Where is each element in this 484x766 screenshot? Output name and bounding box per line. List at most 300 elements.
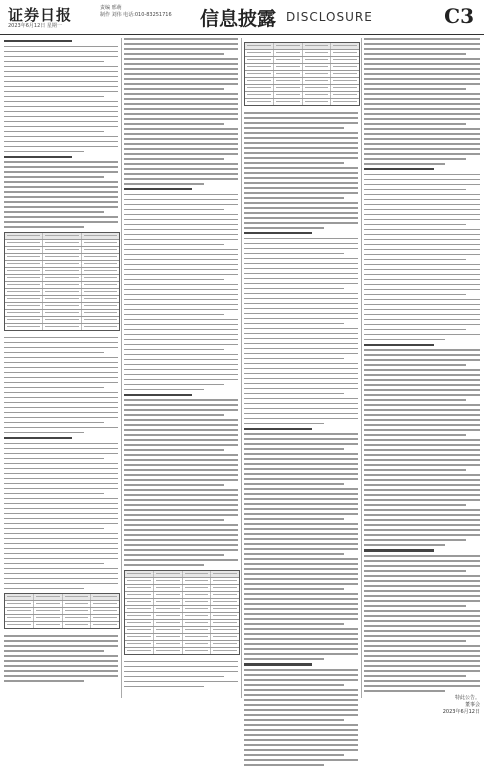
text-line bbox=[124, 244, 224, 246]
table-cell bbox=[154, 627, 183, 633]
text-line bbox=[364, 68, 480, 70]
text-line bbox=[364, 339, 445, 341]
text-line bbox=[244, 142, 358, 144]
table-cell bbox=[183, 627, 212, 633]
text-line bbox=[124, 178, 238, 180]
table-cell bbox=[211, 592, 239, 598]
text-line bbox=[244, 503, 358, 505]
table-cell bbox=[5, 247, 43, 253]
text-line bbox=[4, 221, 118, 223]
table-cell bbox=[43, 268, 81, 274]
text-line bbox=[244, 453, 358, 455]
text-line bbox=[244, 638, 358, 640]
text-line bbox=[244, 122, 358, 124]
table-cell bbox=[34, 601, 63, 607]
signature-block bbox=[364, 695, 480, 716]
text-line bbox=[364, 439, 480, 441]
text-line bbox=[124, 414, 224, 416]
table-cell bbox=[5, 261, 43, 267]
text-column-4 bbox=[364, 38, 480, 716]
text-line bbox=[364, 179, 480, 181]
text-line bbox=[364, 635, 480, 637]
table-cell bbox=[331, 92, 359, 98]
table-cell bbox=[82, 289, 119, 295]
text-line bbox=[244, 648, 358, 650]
table-cell bbox=[245, 99, 274, 105]
table-cell bbox=[5, 282, 43, 288]
text-line bbox=[244, 147, 358, 149]
text-line bbox=[4, 463, 118, 465]
text-line bbox=[244, 132, 358, 134]
subheading-line bbox=[4, 437, 72, 439]
text-line bbox=[244, 543, 358, 545]
text-line bbox=[124, 524, 238, 526]
text-line bbox=[364, 234, 480, 236]
text-line bbox=[244, 658, 324, 660]
text-line bbox=[244, 473, 358, 475]
text-line bbox=[244, 488, 358, 490]
text-line bbox=[124, 53, 224, 55]
text-line bbox=[124, 559, 238, 561]
table-cell bbox=[63, 594, 92, 600]
production-line: 制作 刘伟 电话:010-83251716 bbox=[100, 12, 172, 18]
text-line bbox=[364, 58, 480, 60]
text-line bbox=[124, 138, 238, 140]
text-line bbox=[4, 121, 118, 123]
text-line bbox=[4, 538, 118, 540]
text-line bbox=[124, 234, 238, 236]
text-line bbox=[124, 354, 238, 356]
text-line bbox=[4, 422, 104, 424]
text-line bbox=[124, 369, 238, 371]
text-line bbox=[124, 534, 238, 536]
text-line bbox=[364, 675, 466, 677]
text-line bbox=[4, 342, 118, 344]
text-line bbox=[4, 473, 118, 475]
text-line bbox=[244, 283, 358, 285]
text-line bbox=[124, 98, 238, 100]
text-line bbox=[4, 675, 118, 677]
table-cell bbox=[274, 50, 303, 56]
table-row bbox=[5, 303, 119, 310]
text-line bbox=[124, 194, 238, 196]
table-cell bbox=[125, 641, 154, 647]
text-column-3 bbox=[244, 38, 358, 698]
text-line bbox=[124, 269, 238, 271]
text-line bbox=[364, 184, 480, 186]
text-line bbox=[244, 378, 358, 380]
text-line bbox=[244, 468, 358, 470]
table-cell bbox=[211, 648, 239, 654]
text-line bbox=[364, 414, 480, 416]
text-line bbox=[364, 419, 480, 421]
text-line bbox=[244, 363, 358, 365]
text-line bbox=[364, 394, 480, 396]
text-line bbox=[124, 158, 224, 160]
text-line bbox=[244, 373, 358, 375]
text-line bbox=[364, 424, 480, 426]
text-line bbox=[364, 98, 480, 100]
text-line bbox=[124, 163, 238, 165]
text-line bbox=[244, 709, 358, 711]
text-line bbox=[364, 43, 480, 45]
text-line bbox=[4, 357, 118, 359]
text-line bbox=[364, 454, 480, 456]
text-line bbox=[124, 43, 238, 45]
text-line bbox=[4, 337, 118, 339]
text-line bbox=[244, 182, 358, 184]
text-line bbox=[4, 432, 84, 434]
text-line bbox=[4, 645, 118, 647]
data-table bbox=[4, 593, 120, 629]
text-line bbox=[364, 249, 480, 251]
table-cell bbox=[331, 71, 359, 77]
subheading-line bbox=[4, 40, 72, 42]
text-line bbox=[124, 173, 238, 175]
text-line bbox=[244, 268, 358, 270]
text-line bbox=[364, 349, 480, 351]
text-line bbox=[244, 388, 358, 390]
table-cell bbox=[82, 268, 119, 274]
table-cell bbox=[34, 608, 63, 614]
text-line bbox=[364, 309, 480, 311]
table-cell bbox=[211, 599, 239, 605]
text-line bbox=[244, 724, 358, 726]
text-line bbox=[364, 660, 480, 662]
text-line bbox=[364, 499, 480, 501]
text-line bbox=[244, 578, 358, 580]
text-line bbox=[364, 204, 480, 206]
table-cell bbox=[274, 92, 303, 98]
text-line bbox=[364, 334, 480, 336]
text-line bbox=[124, 409, 238, 411]
table-cell bbox=[211, 634, 239, 640]
text-line bbox=[244, 217, 358, 219]
text-line bbox=[244, 258, 358, 260]
text-line bbox=[4, 397, 118, 399]
text-line bbox=[364, 53, 466, 55]
text-line bbox=[124, 168, 238, 170]
column-4-body bbox=[364, 38, 480, 692]
text-line bbox=[124, 183, 204, 185]
table-cell bbox=[331, 50, 359, 56]
sign-note: 特此公告。 bbox=[454, 695, 480, 702]
text-line bbox=[244, 328, 358, 330]
text-line bbox=[4, 588, 84, 590]
text-line bbox=[364, 504, 466, 506]
text-line bbox=[244, 478, 358, 480]
table-cell bbox=[43, 247, 81, 253]
text-line bbox=[124, 339, 238, 341]
text-line bbox=[364, 479, 480, 481]
text-line bbox=[244, 508, 358, 510]
text-line bbox=[4, 468, 118, 470]
text-line bbox=[4, 66, 118, 68]
text-line bbox=[124, 324, 238, 326]
table-cell bbox=[63, 608, 92, 614]
text-line bbox=[4, 543, 118, 545]
text-line bbox=[244, 669, 358, 671]
table-row bbox=[5, 622, 119, 628]
text-line bbox=[124, 514, 238, 516]
table-row bbox=[5, 247, 119, 254]
table-cell bbox=[125, 585, 154, 591]
text-line bbox=[364, 484, 480, 486]
table-cell bbox=[125, 613, 154, 619]
text-line bbox=[244, 172, 358, 174]
table-cell bbox=[303, 50, 332, 56]
table-cell bbox=[125, 578, 154, 584]
table-cell bbox=[43, 240, 81, 246]
text-line bbox=[4, 573, 118, 575]
data-table bbox=[124, 570, 240, 655]
table-cell bbox=[183, 571, 212, 577]
table-row bbox=[245, 57, 359, 64]
text-line bbox=[244, 197, 344, 199]
table-cell bbox=[154, 585, 183, 591]
text-line bbox=[124, 364, 238, 366]
text-line bbox=[4, 553, 118, 555]
text-line bbox=[4, 382, 118, 384]
text-line bbox=[364, 143, 480, 145]
text-line bbox=[124, 554, 224, 556]
table-cell bbox=[43, 261, 81, 267]
text-line bbox=[4, 402, 118, 404]
text-line bbox=[364, 379, 480, 381]
text-line bbox=[4, 61, 104, 63]
text-line bbox=[124, 429, 238, 431]
table-cell bbox=[125, 592, 154, 598]
table-cell bbox=[211, 571, 239, 577]
text-line bbox=[364, 565, 480, 567]
text-line bbox=[244, 548, 358, 550]
text-line bbox=[244, 383, 358, 385]
text-line bbox=[364, 269, 480, 271]
table-row bbox=[245, 50, 359, 57]
table-cell bbox=[34, 622, 63, 628]
text-line bbox=[4, 71, 118, 73]
subheading-line bbox=[364, 344, 434, 346]
text-line bbox=[364, 319, 480, 321]
text-line bbox=[124, 78, 238, 80]
text-line bbox=[124, 214, 238, 216]
text-line bbox=[364, 464, 480, 466]
text-line bbox=[244, 273, 358, 275]
subheading-line bbox=[124, 394, 192, 396]
text-line bbox=[244, 408, 358, 410]
text-line bbox=[124, 374, 238, 376]
table-cell bbox=[43, 289, 81, 295]
table-cell bbox=[183, 599, 212, 605]
text-line bbox=[364, 665, 480, 667]
text-line bbox=[4, 101, 118, 103]
table-cell bbox=[5, 324, 43, 330]
text-line bbox=[364, 625, 480, 627]
text-line bbox=[4, 680, 84, 682]
table-row bbox=[125, 599, 239, 606]
table-cell bbox=[63, 601, 92, 607]
text-line bbox=[4, 81, 118, 83]
text-line bbox=[244, 212, 358, 214]
table-row bbox=[125, 606, 239, 613]
text-line bbox=[4, 533, 118, 535]
text-line bbox=[364, 369, 480, 371]
text-line bbox=[244, 679, 358, 681]
text-line bbox=[244, 313, 358, 315]
text-line bbox=[4, 660, 118, 662]
text-line bbox=[364, 680, 480, 682]
text-line bbox=[364, 294, 466, 296]
text-line bbox=[124, 83, 238, 85]
text-line bbox=[4, 387, 104, 389]
table-cell bbox=[125, 571, 154, 577]
text-line bbox=[364, 299, 480, 301]
text-line bbox=[124, 299, 238, 301]
table-cell bbox=[125, 606, 154, 612]
text-line bbox=[244, 573, 358, 575]
text-line bbox=[124, 484, 224, 486]
table-row bbox=[5, 261, 119, 268]
text-line bbox=[124, 529, 238, 531]
text-line bbox=[244, 162, 344, 164]
text-line bbox=[364, 469, 466, 471]
text-line bbox=[244, 583, 358, 585]
text-line bbox=[364, 138, 480, 140]
text-line bbox=[244, 263, 358, 265]
text-line bbox=[364, 239, 480, 241]
text-line bbox=[124, 264, 238, 266]
text-line bbox=[244, 493, 358, 495]
text-line bbox=[124, 204, 238, 206]
table-row bbox=[5, 275, 119, 282]
text-line bbox=[244, 117, 358, 119]
text-line bbox=[124, 676, 224, 678]
text-line bbox=[244, 323, 344, 325]
text-line bbox=[364, 690, 445, 692]
text-line bbox=[244, 288, 344, 290]
text-line bbox=[364, 123, 466, 125]
text-line bbox=[364, 560, 480, 562]
text-line bbox=[244, 643, 358, 645]
table-cell bbox=[154, 620, 183, 626]
text-line bbox=[124, 444, 238, 446]
text-line bbox=[244, 207, 358, 209]
table-cell bbox=[82, 296, 119, 302]
text-line bbox=[4, 141, 118, 143]
column-divider bbox=[361, 38, 362, 698]
text-line bbox=[364, 640, 466, 642]
text-line bbox=[124, 153, 238, 155]
text-line bbox=[364, 590, 480, 592]
text-line bbox=[244, 177, 358, 179]
text-line bbox=[244, 248, 358, 250]
table-cell bbox=[91, 594, 119, 600]
text-line bbox=[244, 623, 344, 625]
table-cell bbox=[245, 92, 274, 98]
data-table bbox=[244, 42, 360, 106]
table-cell bbox=[5, 233, 43, 239]
text-line bbox=[364, 459, 480, 461]
table-cell bbox=[303, 43, 332, 49]
text-line bbox=[244, 618, 358, 620]
table-cell bbox=[82, 240, 119, 246]
text-line bbox=[364, 539, 466, 541]
subheading-line bbox=[244, 663, 312, 665]
table-cell bbox=[5, 608, 34, 614]
text-line bbox=[124, 289, 238, 291]
section-title: 信息披露 bbox=[200, 8, 277, 30]
table-row bbox=[245, 92, 359, 99]
text-line bbox=[4, 111, 118, 113]
text-line bbox=[4, 352, 104, 354]
text-line bbox=[364, 88, 466, 90]
table-cell bbox=[245, 78, 274, 84]
text-line bbox=[124, 259, 238, 261]
text-line bbox=[4, 171, 118, 173]
table-row bbox=[5, 317, 119, 324]
text-line bbox=[364, 580, 480, 582]
text-line bbox=[124, 464, 238, 466]
table-cell bbox=[82, 310, 119, 316]
text-line bbox=[364, 189, 466, 191]
text-line bbox=[4, 191, 118, 193]
text-line bbox=[244, 653, 358, 655]
table-cell bbox=[5, 289, 43, 295]
text-line bbox=[124, 379, 238, 381]
table-cell bbox=[63, 622, 92, 628]
text-line bbox=[124, 454, 238, 456]
text-line bbox=[124, 564, 204, 566]
table-cell bbox=[154, 648, 183, 654]
text-line bbox=[124, 686, 204, 688]
text-line bbox=[364, 570, 466, 572]
table-cell bbox=[82, 324, 119, 330]
text-line bbox=[364, 409, 480, 411]
text-line bbox=[124, 404, 238, 406]
table-cell bbox=[43, 296, 81, 302]
table-cell bbox=[5, 254, 43, 260]
table-cell bbox=[125, 620, 154, 626]
table-cell bbox=[5, 310, 43, 316]
table-cell bbox=[91, 601, 119, 607]
text-line bbox=[364, 615, 480, 617]
text-line bbox=[4, 498, 118, 500]
text-line bbox=[244, 764, 324, 766]
text-line bbox=[124, 209, 224, 211]
text-line bbox=[244, 243, 358, 245]
editor-line: 责编 邢萌 bbox=[100, 5, 122, 11]
text-line bbox=[124, 666, 238, 668]
table-cell bbox=[183, 641, 212, 647]
text-line bbox=[364, 229, 480, 231]
text-line bbox=[124, 108, 238, 110]
table-row bbox=[5, 254, 119, 261]
text-line bbox=[364, 244, 480, 246]
table-row bbox=[5, 268, 119, 275]
text-line bbox=[124, 549, 238, 551]
subheading-line bbox=[4, 156, 72, 158]
text-line bbox=[244, 463, 358, 465]
text-line bbox=[364, 93, 480, 95]
table-row bbox=[5, 310, 119, 317]
text-line bbox=[4, 650, 104, 652]
text-line bbox=[4, 106, 118, 108]
table-cell bbox=[5, 622, 34, 628]
text-line bbox=[364, 314, 480, 316]
table-cell bbox=[125, 599, 154, 605]
text-line bbox=[124, 68, 238, 70]
table-row bbox=[5, 296, 119, 303]
